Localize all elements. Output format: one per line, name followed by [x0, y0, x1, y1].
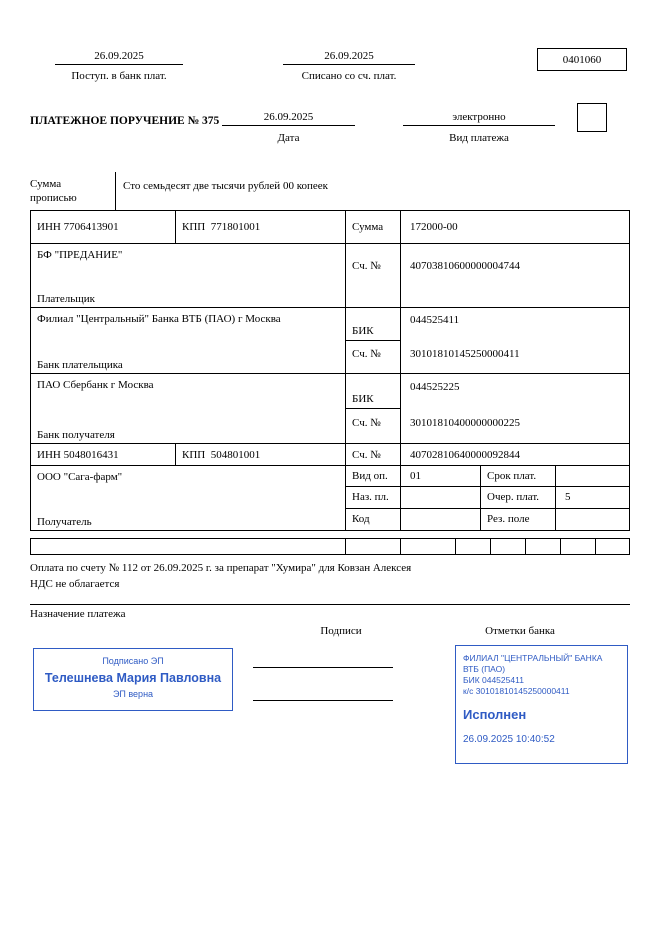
row-payer	[31, 244, 629, 308]
sum-value: 172000-00	[410, 221, 458, 233]
code-value	[401, 509, 481, 530]
due-date-value	[556, 466, 629, 487]
status-code-box	[577, 103, 607, 132]
form-code: 0401060	[562, 53, 602, 66]
tax-field-cell	[561, 539, 596, 554]
sum-words-divider	[115, 172, 116, 210]
payer-cell	[31, 244, 346, 307]
payment-table	[30, 210, 630, 531]
payer-label: Плательщик	[37, 293, 95, 305]
tax-field-cell	[31, 539, 346, 554]
received-in-bank-date: 26.09.2025	[55, 50, 183, 65]
payee-bank-details	[346, 374, 629, 443]
payee-bank-bik-label: БИК	[352, 393, 374, 405]
bank-stamp-status: Исполнен	[463, 707, 527, 722]
payee-operation-grid	[346, 466, 629, 530]
tax-field-cell	[526, 539, 561, 554]
signatures-heading: Подписи	[320, 625, 362, 637]
payer-account-label-cell	[346, 244, 401, 307]
reserve-value	[556, 509, 629, 530]
payee-account-label: Сч. №	[346, 444, 401, 465]
row-payer-inn	[31, 211, 629, 244]
purpose-line-2: НДС не облагается	[30, 578, 120, 590]
payer-bank-name: Филиал "Центральный" Банка ВТБ (ПАО) г Москва	[37, 313, 281, 325]
sum-label: Сумма	[346, 211, 401, 243]
sum-in-words-caption	[30, 177, 77, 205]
form-code-box	[537, 48, 627, 71]
payee-kpp: КПП 504801001	[176, 444, 346, 465]
sum-words-caption-line2: прописью	[30, 192, 77, 204]
payee-cell	[31, 466, 346, 530]
tax-fields-row	[30, 538, 630, 555]
signer-name: Телешнева Мария Павловна	[44, 671, 222, 685]
payer-bank-cell	[31, 308, 346, 373]
purpose-label: Назначение платежа	[30, 608, 126, 620]
tax-field-cell	[596, 539, 629, 554]
bank-stamp-corr-account: к/с 30101810145250000411	[463, 686, 570, 696]
payee-name: ООО "Сага-фарм"	[37, 471, 123, 483]
payee-bank-bik: 044525225	[410, 381, 460, 393]
payee-bank-cell	[31, 374, 346, 443]
payer-account-cell	[401, 244, 629, 307]
priority-value: 5	[556, 487, 629, 508]
document-date: 26.09.2025	[222, 111, 355, 126]
row-payer-bank	[31, 308, 629, 374]
payer-bank-bik-label-cell	[346, 308, 401, 341]
payee-account: 40702810640000092844	[410, 448, 520, 461]
debited-label: Списано со сч. плат.	[301, 70, 397, 82]
payer-account: 40703810600000004744	[410, 260, 520, 272]
purpose-code-value	[401, 487, 481, 508]
payment-purpose-text	[30, 560, 622, 592]
tax-field-cell	[346, 539, 401, 554]
date-label: Дата	[277, 132, 300, 144]
reserve-label: Рез. поле	[481, 509, 556, 530]
purpose-underline	[30, 604, 630, 605]
payee-bank-account-label: Сч. №	[352, 417, 381, 429]
op-kind-value: 01	[401, 466, 481, 487]
payment-kind-value: электронно	[403, 111, 555, 126]
payer-bank-label: Банк плательщика	[37, 359, 123, 371]
document-title: ПЛАТЕЖНОЕ ПОРУЧЕНИЕ № 375	[30, 115, 220, 127]
payment-kind-label: Вид платежа	[449, 132, 509, 144]
code-label: Код	[346, 509, 401, 530]
purpose-line-1: Оплата по счету № 112 от 26.09.2025 г. за препарат "Хумира" для Ковзан Алексея	[30, 562, 412, 574]
payee-bank-account: 30101810400000000225	[410, 417, 520, 429]
payer-name: БФ "ПРЕДАНИЕ"	[37, 249, 123, 261]
signature-line-2	[253, 700, 393, 701]
bank-stamp	[455, 645, 628, 764]
payer-bank-account-label: Сч. №	[352, 348, 381, 360]
payer-bank-details	[346, 308, 629, 373]
signed-ep-label: Подписано ЭП	[102, 656, 164, 666]
bank-stamp-datetime: 26.09.2025 10:40:52	[463, 734, 555, 745]
payee-bank-name: ПАО Сбербанк г Москва	[37, 379, 154, 391]
sum-in-words: Сто семьдесят две тысячи рублей 00 копеек	[123, 180, 328, 192]
payer-kpp: КПП 771801001	[176, 211, 346, 243]
row-payee-inn	[31, 444, 629, 466]
payee-label: Получатель	[37, 516, 92, 528]
payer-bank-bik: 044525411	[410, 314, 460, 326]
op-kind-label: Вид оп.	[346, 466, 401, 487]
payer-bank-account: 30101810145250000411	[410, 348, 520, 360]
payer-account-label: Сч. №	[352, 260, 381, 272]
bank-stamp-bik: БИК 044525411	[463, 675, 524, 685]
payee-bank-bik-label-cell	[346, 374, 401, 409]
bank-stamp-branch-line2: ВТБ (ПАО)	[463, 664, 506, 674]
bank-stamp-branch-line1: ФИЛИАЛ "ЦЕНТРАЛЬНЫЙ" БАНКА	[463, 653, 603, 663]
received-in-bank-label: Поступ. в банк плат.	[71, 70, 167, 82]
row-payee	[31, 466, 629, 530]
payer-inn: ИНН 7706413901	[31, 211, 176, 243]
priority-label: Очер. плат.	[481, 487, 556, 508]
signature-stamp	[33, 648, 233, 711]
payer-bank-bik-label: БИК	[352, 325, 374, 337]
bank-marks-heading: Отметки банка	[485, 625, 555, 637]
payee-inn: ИНН 5048016431	[31, 444, 176, 465]
tax-field-cell	[401, 539, 456, 554]
due-date-label: Срок плат.	[481, 466, 556, 487]
payee-bank-label: Банк получателя	[37, 429, 115, 441]
debited-date: 26.09.2025	[283, 50, 415, 65]
tax-field-cell	[456, 539, 491, 554]
ep-valid-label: ЭП верна	[112, 689, 154, 699]
signature-line-1	[253, 667, 393, 668]
purpose-code-label: Наз. пл.	[346, 487, 401, 508]
sum-words-caption-line1: Сумма	[30, 178, 62, 190]
row-payee-bank	[31, 374, 629, 444]
tax-field-cell	[491, 539, 526, 554]
